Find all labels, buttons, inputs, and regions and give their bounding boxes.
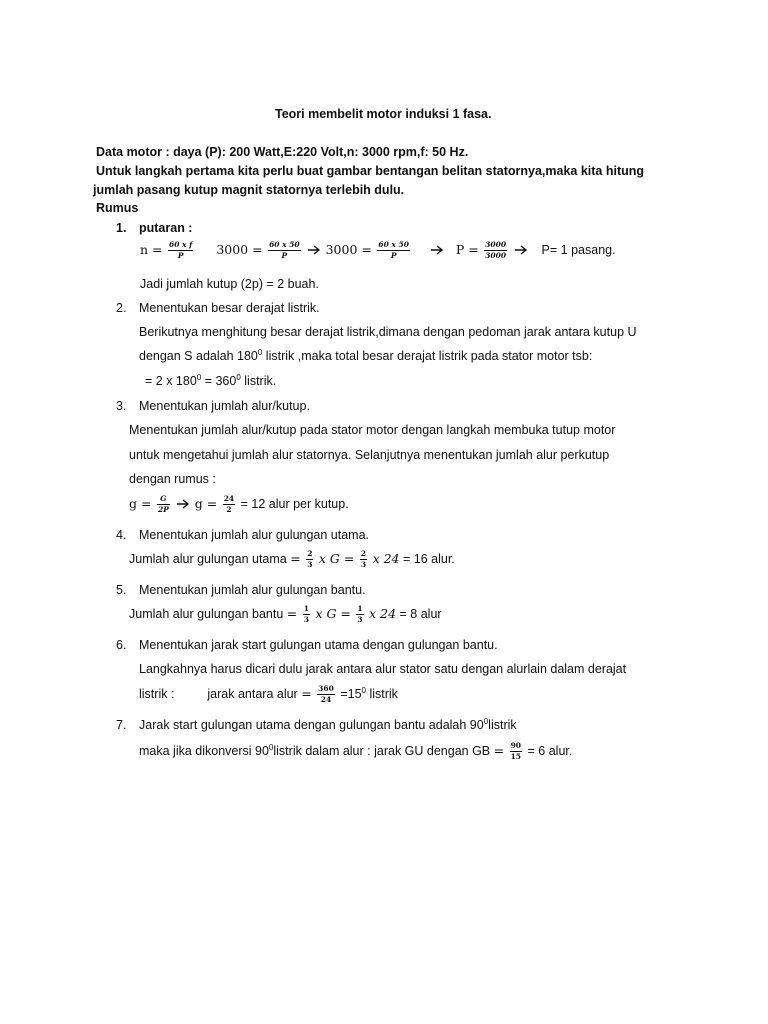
s5-label: Jumlah alur gulungan bantu: [129, 606, 284, 621]
s1-eq-P: P =: [455, 241, 479, 257]
s2-title: Menentukan besar derajat listrik.: [139, 301, 320, 315]
s4-eq: =: [290, 550, 301, 566]
s3-result: = 12 alur per kutup.: [240, 496, 349, 511]
s3-eq-g2: g =: [194, 495, 218, 511]
intro-line-2: jumlah pasang kutup magnit statornya terlebih dulu.: [93, 183, 405, 197]
s1-eq-3000b: 3000 =: [325, 241, 372, 257]
s3-fraction-2: $\frac{24}{2}$: [223, 494, 235, 514]
s4-equation-row: [129, 550, 455, 568]
s4-fraction-2: $\frac{2}{3}$: [360, 549, 367, 569]
s3-eq-g1: g =: [129, 495, 152, 511]
s2-line-2: dengan S adalah $180^0$ listrik ,maka total besar derajat listrik pada stator motor tsb:: [139, 348, 593, 363]
arrow-right-icon: [306, 244, 322, 256]
s7-equation-row: [139, 742, 572, 760]
arrow-right-icon: [175, 498, 191, 510]
s6-equation-row: [139, 685, 398, 703]
s1-title: putaran :: [139, 221, 193, 235]
s5-eq: =: [286, 605, 298, 621]
intro-line-1: Untuk langkah pertama kita perlu buat gambar bentangan belitan statornya,maka kita hitung: [96, 164, 645, 178]
s7-eq: =: [493, 742, 505, 758]
s3-title: Menentukan jumlah alur/kutup.: [139, 399, 310, 413]
s5-fraction-2: $\frac{1}{3}$: [357, 604, 363, 624]
s7-number: 7.: [116, 718, 127, 732]
s5-fraction-1: $\frac{1}{3}$: [303, 604, 309, 624]
s3-number: 3.: [116, 399, 127, 413]
s3-fraction-1: $\frac{G}{2P}$: [157, 494, 169, 514]
s7-result: = 6 alur.: [527, 743, 573, 758]
rumus-heading: Rumus: [96, 201, 139, 215]
s4-fraction-1: $\frac{2}{3}$: [307, 549, 313, 569]
s1-fraction-1: $\frac{\text{60 x f}}{P}$: [168, 240, 193, 260]
s4-mid-1: x G =: [318, 550, 355, 566]
arrow-right-icon: [429, 244, 445, 256]
s1-eq-3000a: 3000 =: [216, 241, 263, 257]
s6-result: $=15^0$ listrik: [340, 685, 398, 701]
page-title: Teori membelit motor induksi 1 fasa.: [275, 107, 492, 121]
s1-number: 1.: [116, 221, 127, 235]
s6-eq: =: [301, 685, 312, 701]
s1-fraction-4: $\frac{3000}{3000}$: [485, 240, 507, 260]
s6-line-2a: listrik :: [139, 686, 175, 701]
s5-result: = 8 alur: [399, 606, 442, 621]
s5-equation-row: [129, 605, 442, 623]
s1-fraction-2: $\frac{60 x 50}{P}$: [269, 240, 300, 260]
s4-title: Menentukan jumlah alur gulungan utama.: [139, 528, 370, 542]
s4-number: 4.: [116, 528, 127, 542]
s5-mid-2: x 24: [369, 605, 397, 621]
s6-line-2b: jarak antara alur: [207, 686, 298, 701]
data-motor-line: Data motor : daya (P): 200 Watt,E:220 Volt,n: 3000 rpm,f: 50 Hz.: [96, 145, 469, 159]
s1-equation-row: [140, 241, 616, 259]
s6-title: Menentukan jarak start gulungan utama dengan gulungan bantu.: [139, 638, 498, 652]
s1-eq-n: n =: [140, 241, 163, 257]
s4-label: Jumlah alur gulungan utama: [129, 551, 287, 566]
s4-mid-2: x 24: [372, 550, 400, 566]
s3-line-1: Menentukan jumlah alur/kutup pada stator motor dengan langkah membuka tutup motor: [129, 423, 616, 437]
s5-title: Menentukan jumlah alur gulungan bantu.: [139, 583, 366, 597]
s3-equation-row: [129, 495, 349, 513]
s7-line-1: Jarak start gulungan utama dengan gulungan bantu adalah $90^0listrik$: [139, 717, 517, 732]
s2-number: 2.: [116, 301, 127, 315]
s1-conclusion: Jadi jumlah kutup (2p) = 2 buah.: [140, 277, 319, 291]
s6-number: 6.: [116, 638, 127, 652]
s7-line-2: maka jika dikonversi $90^0listrik$ dalam alur : jarak GU dengan GB: [139, 742, 491, 758]
s1-result: P= 1 pasang.: [541, 242, 616, 257]
s2-line-1: Berikutnya menghitung besar derajat listrik,dimana dengan pedoman jarak antara kutup U: [139, 325, 637, 339]
s2-line-3: = 2 x $180^0 = 360^0$ listrik.: [145, 373, 277, 388]
s5-number: 5.: [116, 583, 127, 597]
s6-fraction: $\frac{360}{24}$: [318, 684, 334, 704]
s7-fraction: $\frac{90}{15}$: [510, 741, 522, 761]
s5-mid-1: x G =: [315, 605, 351, 621]
s3-line-2: untuk mengetahui jumlah alur statornya. Selanjutnya menentukan jumlah alur perkutup: [129, 448, 610, 462]
s6-line-1: Langkahnya harus dicari dulu jarak antara alur stator satu dengan alurlain dalam derajat: [139, 662, 627, 676]
s1-fraction-3: $\frac{60 x 50}{P}$: [378, 240, 409, 260]
s4-result: = 16 alur.: [402, 551, 455, 566]
arrow-right-icon: [513, 244, 529, 256]
s3-line-3: dengan rumus :: [129, 472, 216, 486]
